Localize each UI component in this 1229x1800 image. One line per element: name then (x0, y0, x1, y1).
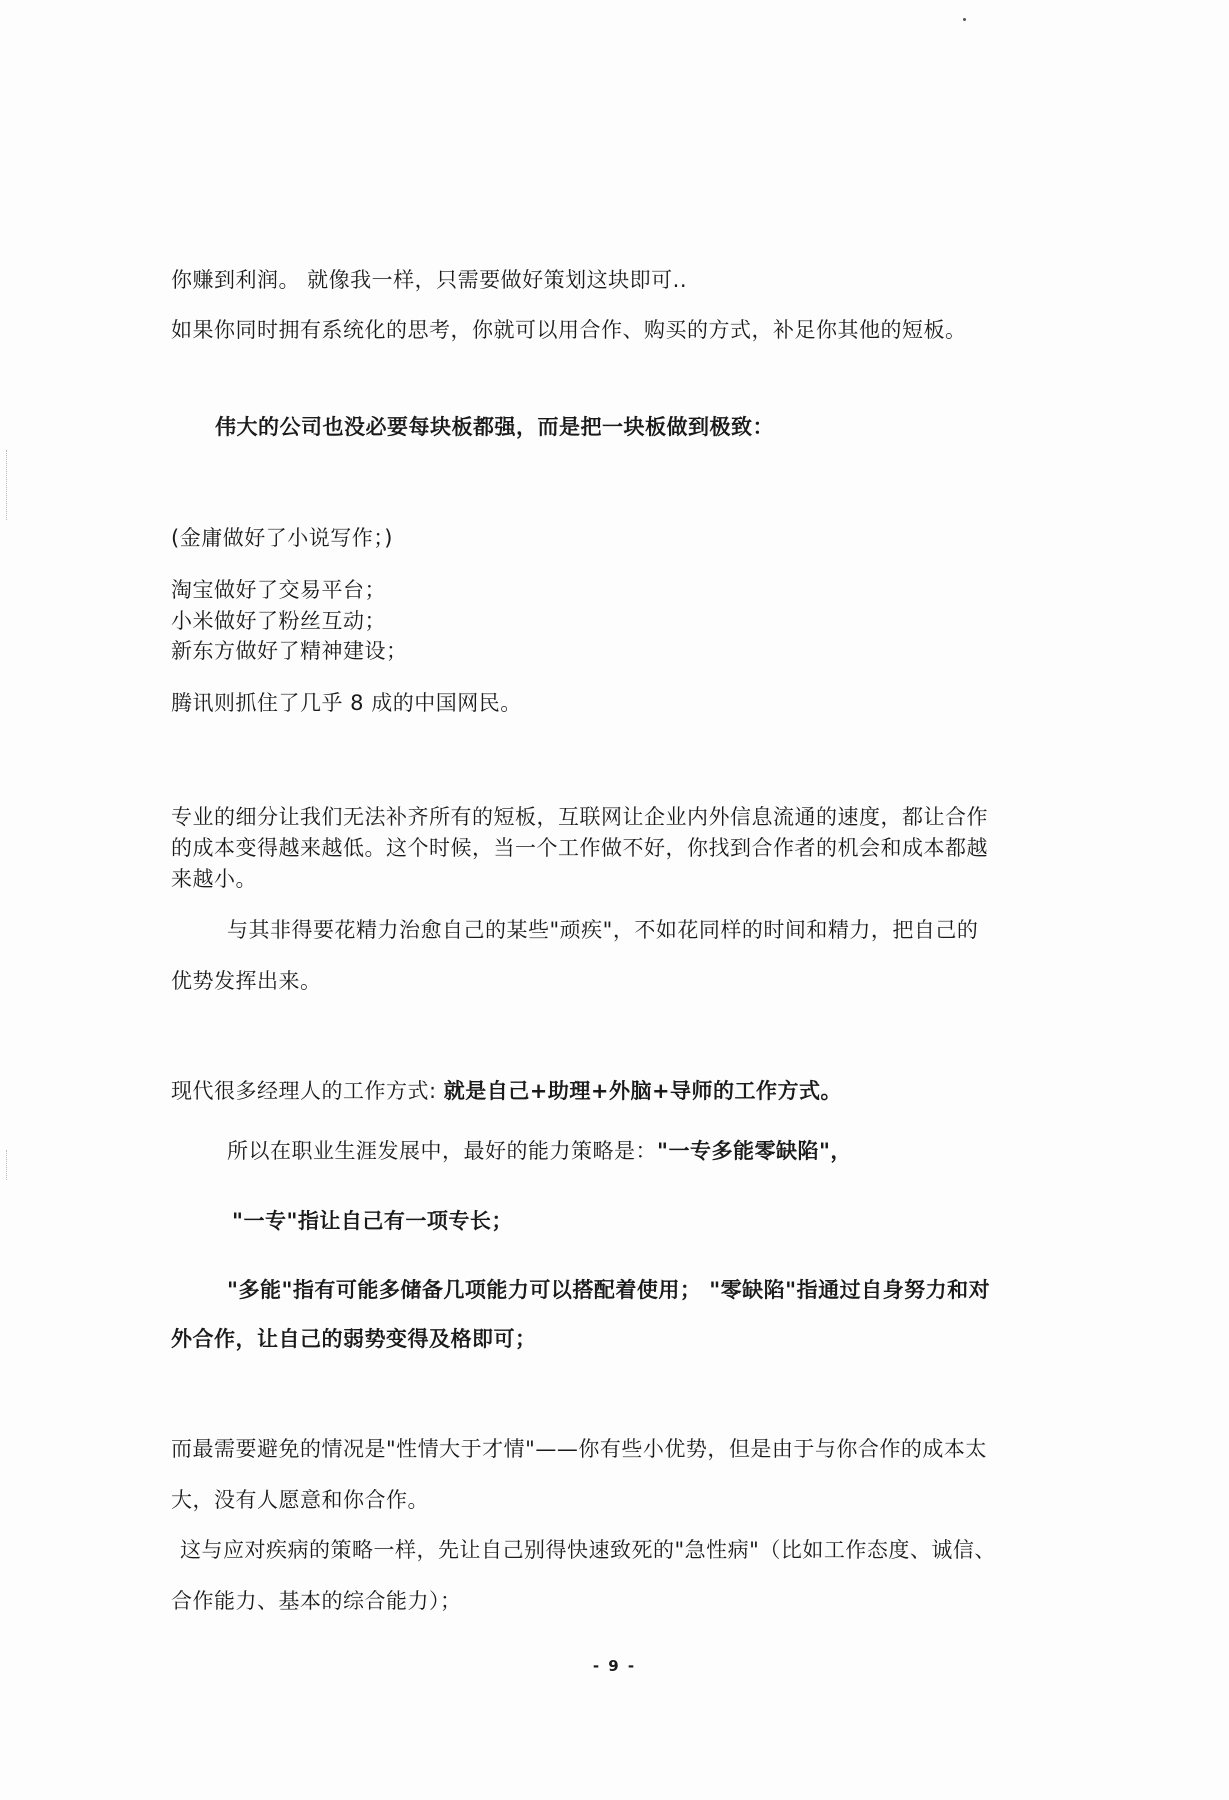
body-text-line: 你赚到利润。 就像我一样，只需要做好策划这块即可.. (171, 268, 688, 292)
body-text-line (227, 1136, 852, 1166)
text-segment: 现代很多经理人的工作方式: (171, 1079, 444, 1103)
list-item: 淘宝做好了交易平台； (171, 578, 386, 602)
list-item: 新东方做好了精神建设； (171, 639, 408, 663)
bold-segment: "一专多能零缺陷"， (657, 1139, 852, 1163)
scan-speck (963, 18, 966, 21)
body-text-line (171, 1076, 842, 1106)
body-text-line: 专业的细分让我们无法补齐所有的短板，互联网让企业内外信息流通的速度，都让合作 (171, 805, 988, 829)
emphasis-line: 外合作，让自己的弱势变得及格即可； (171, 1327, 537, 1351)
body-text-line: 如果你同时拥有系统化的思考，你就可以用合作、购买的方式，补足你其他的短板。 (171, 318, 967, 342)
list-item: 小米做好了粉丝互动； (171, 609, 386, 633)
body-text-line: 腾讯则抓住了几乎 8 成的中国网民。 (171, 691, 522, 715)
body-text-line: 的成本变得越来越低。这个时候，当一个工作做不好，你找到合作者的机会和成本都越 (171, 836, 988, 860)
body-text-line: 与其非得要花精力治愈自己的某些"顽疾"，不如花同样的时间和精力，把自己的 (227, 918, 979, 942)
body-text-line: 来越小。 (171, 867, 257, 891)
body-text-line: 这与应对疾病的策略一样，先让自己别得快速致死的"急性病"（比如工作态度、诚信、 (180, 1538, 996, 1562)
bold-segment: 就是自己+助理+外脑+导师的工作方式。 (443, 1079, 843, 1103)
emphasis-line: "多能"指有可能多储备几项能力可以搭配着使用； "零缺陷"指通过自身努力和对 (227, 1278, 991, 1302)
body-text-line: 大，没有人愿意和你合作。 (171, 1488, 429, 1512)
text-segment: 所以在职业生涯发展中，最好的能力策略是： (227, 1139, 657, 1163)
page-number: - 9 - (592, 1657, 637, 1675)
body-text-line: 合作能力、基本的综合能力）； (171, 1589, 462, 1613)
emphasis-line: "一专"指让自己有一项专长； (232, 1209, 513, 1233)
margin-marks (6, 1150, 9, 1180)
body-text-line: (金庸做好了小说写作；) (171, 526, 393, 550)
margin-marks (6, 450, 9, 520)
body-text-line: 而最需要避免的情况是"性情大于才情"——你有些小优势，但是由于与你合作的成本太 (171, 1437, 987, 1461)
emphasis-line: 伟大的公司也没必要每块板都强，而是把一块板做到极致： (215, 415, 774, 439)
body-text-line: 优势发挥出来。 (171, 969, 322, 993)
